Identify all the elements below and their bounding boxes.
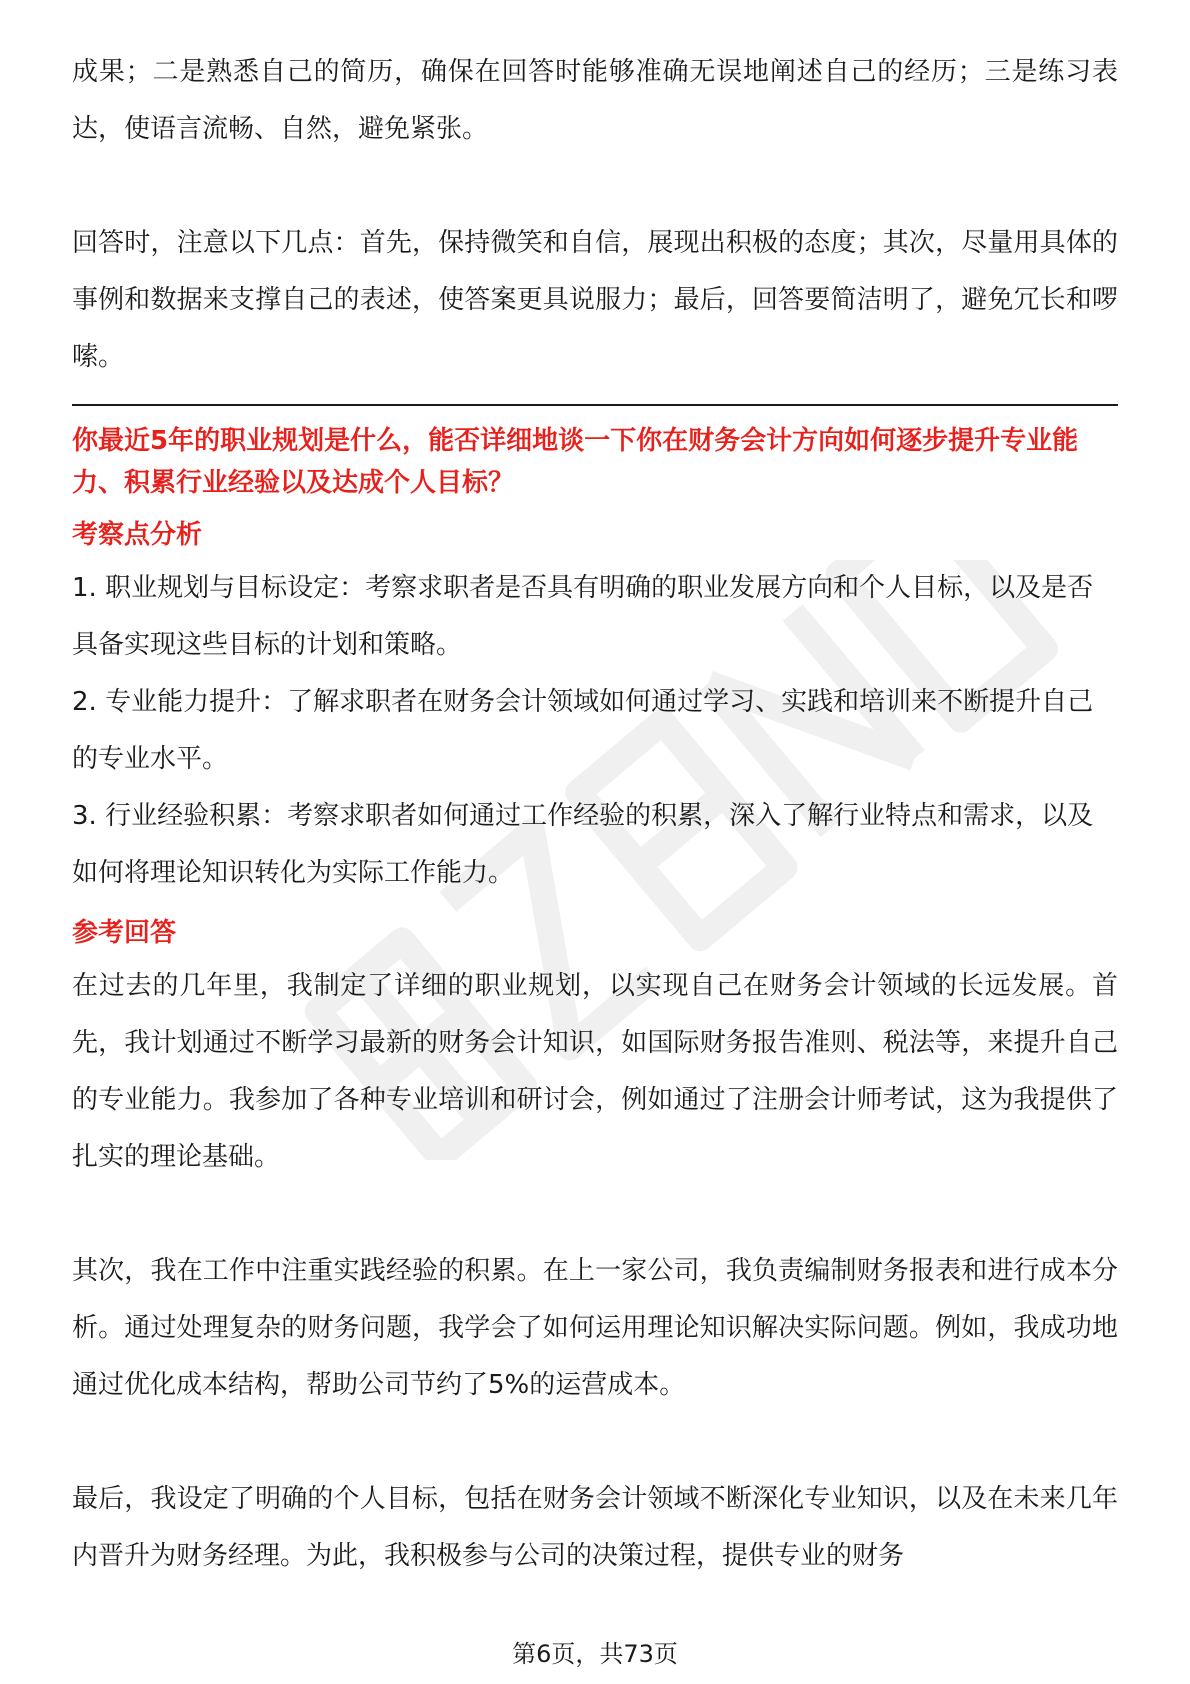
content-area [72,44,1118,1585]
analysis-item-2: 2. 专业能力提升：了解求职者在财务会计领域如何通过学习、实践和培训来不断提升自己的专业水平。 [72,687,1094,774]
analysis-heading: 考察点分析 [72,520,203,550]
intro-paragraph-2: 回答时，注意以下几点：首先，保持微笑和自信，展现出积极的态度；其次，尽量用具体的事例和数据来支撑自己的表述，使答案更具说服力；最后，回答要简洁明了，避免冗长和啰嗦。 [72,228,1118,372]
section-divider [72,404,1118,406]
analysis-item-1: 1. 职业规划与目标设定：考察求职者是否具有明确的职业发展方向和个人目标，以及是否具备实现这些目标的计划和策略。 [72,573,1094,660]
answer-paragraph-1: 在过去的几年里，我制定了详细的职业规划，以实现自己在财务会计领域的长远发展。首先，我计划通过不断学习最新的财务会计知识，如国际财务报告准则、税法等，来提升自己的专业能力。我参加了各种专业培训和研讨会，例如通过了注册会计师考试，这为我提供了扎实的理论基础。 [72,971,1118,1172]
answer-paragraph-2: 其次，我在工作中注重实践经验的积累。在上一家公司，我负责编制财务报表和进行成本分析。通过处理复杂的财务问题，我学会了如何运用理论知识解决实际问题。例如，我成功地通过优化成本结构，帮助公司节约了5%的运营成本。 [72,1256,1118,1400]
interview-question: 你最近5年的职业规划是什么，能否详细地谈一下你在财务会计方向如何逐步提升专业能力、积累行业经验以及达成个人目标？ [72,426,1079,498]
answer-paragraph-3: 最后，我设定了明确的个人目标，包括在财务会计领域不断深化专业知识，以及在未来几年内晋升为财务经理。为此，我积极参与公司的决策过程，提供专业的财务 [72,1484,1118,1571]
answer-heading: 参考回答 [72,918,177,948]
paragraph-gap [72,158,1118,215]
paragraph-gap [72,1186,1118,1243]
page-number: 第6页，共73页 [512,1640,678,1668]
analysis-item-3: 3. 行业经验积累：考察求职者如何通过工作经验的积累，深入了解行业特点和需求，以及如何将理论知识转化为实际工作能力。 [72,801,1094,888]
intro-paragraph-1: 成果；二是熟悉自己的简历，确保在回答时能够准确无误地阐述自己的经历；三是练习表达，使语言流畅、自然，避免紧张。 [72,57,1118,144]
paragraph-gap [72,1414,1118,1471]
